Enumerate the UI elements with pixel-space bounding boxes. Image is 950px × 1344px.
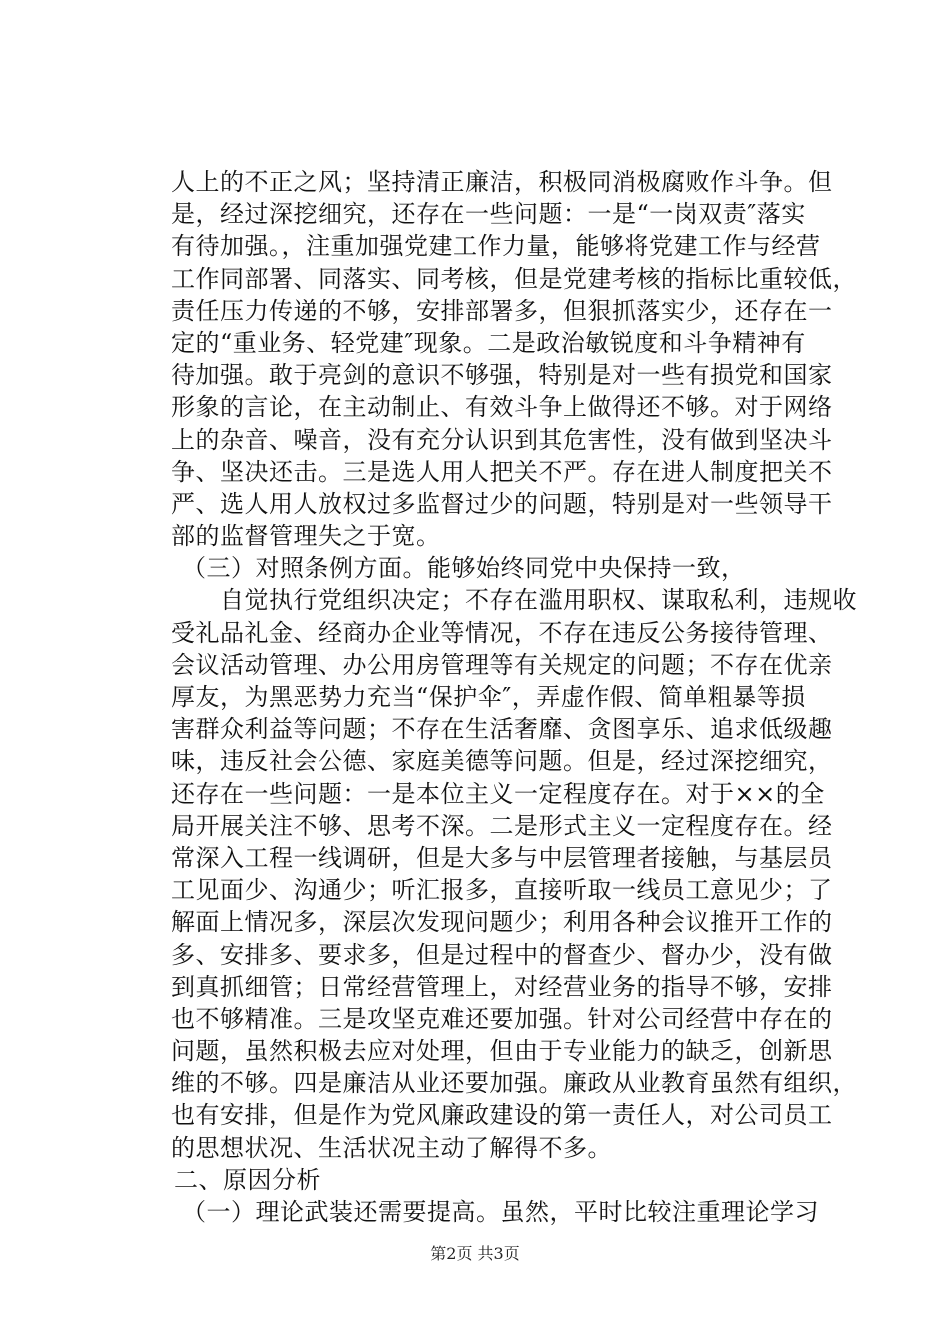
page-footer: 第2页 共3页 xyxy=(430,1244,520,1263)
text-line: 也不够精准。三是攻坚克难还要加强。针对公司经营中存在的 xyxy=(171,1004,833,1033)
text-line: 会议活动管理、办公用房管理等有关规定的问题；不存在优亲 xyxy=(171,650,833,679)
section-heading: （三）对照条例方面。能够始终同党中央保持一致， xyxy=(182,554,746,583)
text-line: 待加强。敢于亮剑的意识不够强，特别是对一些有损党和国家 xyxy=(171,361,833,390)
text-line: 定的“重业务、轻党建″现象。二是政治敏锐度和斗争精神有 xyxy=(171,328,806,357)
text-line: 是，经过深挖细究，还存在一些问题：一是“一岗双责″落实 xyxy=(171,200,806,229)
text-line: 也有安排，但是作为党风廉政建设的第一责任人，对公司员工 xyxy=(171,1101,833,1130)
text-line: 上的杂音、噪音，没有充分认识到其危害性，没有做到坚决斗 xyxy=(171,425,833,454)
text-line: 部的监督管理失之于宽。 xyxy=(171,522,441,551)
text-line: 到真抓细管；日常经营管理上，对经营业务的指导不够，安排 xyxy=(171,972,833,1001)
text-line: 维的不够。四是廉洁从业还要加强。廉政从业教育虽然有组织， xyxy=(171,1069,857,1098)
text-line: 受礼品礼金、经商办企业等情况，不存在违反公务接待管理、 xyxy=(171,618,833,647)
text-line: 的思想状况、生活状况主动了解得不多。 xyxy=(171,1133,612,1162)
text-line: 问题，虽然积极去应对处理，但由于专业能力的缺乏，创新思 xyxy=(171,1037,833,1066)
text-line: 工见面少、沟通少；听汇报多，直接听取一线员工意见少；了 xyxy=(171,876,833,905)
text-line: 严、选人用人放权过多监督过少的问题，特别是对一些领导干 xyxy=(171,489,833,518)
text-line: 工作同部署、同落实、同考核，但是党建考核的指标比重较低， xyxy=(171,264,857,293)
text-line: 常深入工程一线调研，但是大多与中层管理者接触，与基层员 xyxy=(171,843,833,872)
text-line: 局开展关注不够、思考不深。二是形式主义一定程度存在。经 xyxy=(171,811,833,840)
text-line: 有待加强。，注重加强党建工作力量，能够将党建工作与经营 xyxy=(171,232,821,261)
text-line: 解面上情况多，深层次发现问题少；利用各种会议推开工作的 xyxy=(171,908,833,937)
text-line: 害群众利益等问题；不存在生活奢靡、贪图享乐、追求低级趣 xyxy=(171,715,833,744)
text-line: 人上的不正之风；坚持清正廉洁，积极同消极腐败作斗争。但 xyxy=(171,168,833,196)
subsection-heading: （一）理论武装还需要提高。虽然，平时比较注重理论学习 xyxy=(182,1198,819,1226)
text-line: 厚友，为黑恶势力充当“保护伞″，弄虚作假、简单粗暴等损 xyxy=(171,683,806,711)
text-line: 责任压力传递的不够，安排部署多，但狠抓落实少，还存在一 xyxy=(171,296,833,325)
section-heading: 二、原因分析 xyxy=(174,1165,321,1194)
text-line: 多、安排多、要求多，但是过程中的督查少、督办少，没有做 xyxy=(171,940,833,969)
text-line: 争、坚决还击。三是选人用人把关不严。存在进人制度把关不 xyxy=(171,457,833,486)
text-line: 还存在一些问题：一是本位主义一定程度存在。对于××的全 xyxy=(171,779,825,808)
text-line: 味，违反社会公德、家庭美德等问题。但是，经过深挖细究， xyxy=(171,747,833,776)
paragraph-start: 自觉执行党组织决定；不存在滥用职权、谋取私利，违规收 xyxy=(220,586,857,615)
document-body xyxy=(171,166,857,1228)
text-line: 形象的言论，在主动制止、有效斗争上做得还不够。对于网络 xyxy=(171,393,833,422)
